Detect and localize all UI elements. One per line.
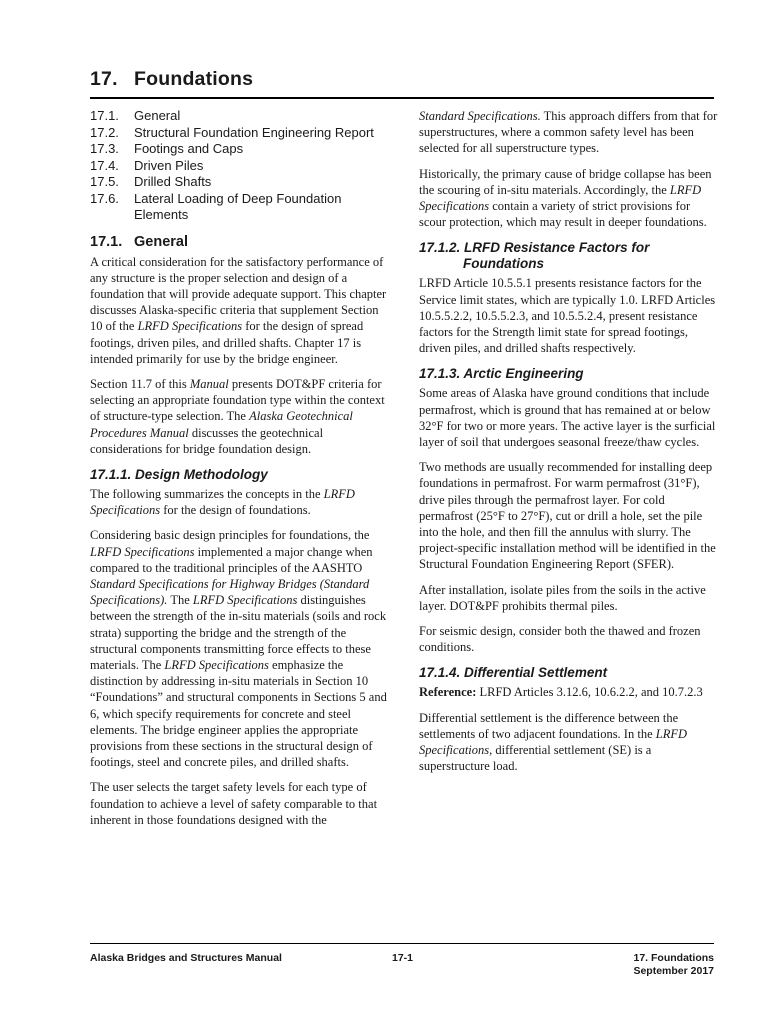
table-of-contents — [90, 108, 393, 224]
subsection-heading-differential-settlement: 17.1.4. Differential Settlement — [419, 665, 608, 681]
left-column — [90, 108, 393, 837]
subsection-heading-design-methodology: 17.1.1. Design Methodology — [90, 466, 268, 482]
chapter-number: 17. — [90, 68, 118, 90]
paragraph: Historically, the primary cause of bridge collapse has been the scouring of in-situ materials. Accordingly, the LRFD Specifications contain a variety of strict provisions for scour protection, which may result in deeper foundations. — [419, 166, 712, 230]
paragraph: After installation, isolate piles from the soils in the active layer. DOT&PF prohibits thermal piles. — [419, 582, 706, 613]
paragraph: Standard Specifications. This approach differs from that for superstructures, where a common safety level has been selected for all superstructure types. — [419, 109, 718, 156]
toc-item[interactable]: 17.1. General — [90, 108, 181, 123]
footer-date: September 2017 — [633, 965, 714, 977]
footer-chapter: 17. Foundations — [633, 952, 714, 964]
paragraph: Differential settlement is the difference between the settlements of two adjacent foundations. In the LRFD Specifications, differential settlement (SE) is a superstructure load. — [419, 710, 687, 774]
chapter-title — [90, 68, 253, 91]
subsection-heading-lrfd-resistance: 17.1.2. LRFD Resistance Factors for Foundations — [419, 240, 650, 272]
toc-item[interactable]: 17.2. Structural Foundation Engineering Report — [90, 124, 374, 140]
footer-manual-title: Alaska Bridges and Structures Manual — [90, 952, 282, 964]
toc-item[interactable]: 17.4. Driven Piles — [90, 157, 204, 173]
footer-rule — [90, 943, 714, 944]
section-heading-general: 17.1. General — [90, 233, 188, 250]
subsection-heading-arctic-engineering: 17.1.3. Arctic Engineering — [419, 366, 584, 382]
paragraph: Some areas of Alaska have ground conditions that include permafrost, which is ground that has remained at or below 32°F for two or more years. The active layer is the surficial layer of soil that undergoes seasonal freeze/thaw cycles. — [419, 386, 716, 450]
chapter-name: Foundations — [134, 68, 254, 90]
toc-item[interactable]: 17.3. Footings and Caps — [90, 141, 244, 156]
footer-page-number: 17-1 — [392, 952, 414, 964]
paragraph: Section 11.7 of this Manual presents DOT&PF criteria for selecting an appropriate foundation type within the context of structure-type selection. The Alaska Geotechnical Procedures Manual discusses the geotechnical considerations for bridge foundation design. — [90, 376, 385, 456]
paragraph: LRFD Article 10.5.5.1 presents resistance factors for the Service limit states, which are typically 1.0. LRFD Articles 10.5.5.2.2, 10.5.5.2.3, and 10.5.5.2.4, present resistance factors for the Strength limit state for spread footings, driven piles, and drilled shafts respectively. — [419, 276, 716, 356]
toc-item[interactable]: 17.5. Drilled Shafts — [90, 174, 212, 189]
footer-chapter-info — [633, 952, 714, 978]
paragraph: A critical consideration for the satisfactory performance of any structure is the proper selection and design of a foundation that will provide adequate support. This chapter discusses Alaska-specific criteria that supplement Section 10 of the LRFD Specifications for the design of spread footings, driven piles, and drilled shafts. Chapter 17 is intended primarily for use by the bridge engineer. — [90, 254, 387, 366]
toc-item[interactable]: 17.6. Lateral Loading of Deep Foundation Elements — [90, 190, 342, 222]
paragraph: Considering basic design principles for foundations, the LRFD Specifications implemented a major change when compared to the traditional principles of the AASHTO Standard Specifications for Highway Bridges (Standard Specifications). The LRFD Specifications distinguishes between the strength of the in-situ materials (soils and rock strata) supporting the bridge and the strength of the structural components transmitting force effects to these materials. The LRFD Specifications emphasize the distinction by addressing in-situ materials in Section 10 “Foundations” and structural components in Sections 5 and 6, which specify requirements for concrete and steel elements. The bridge engineer applies the appropriate provisions from these sections in the structural design of footings, steel and concrete piles, and drilled shafts. — [90, 528, 387, 770]
paragraph: Two methods are usually recommended for installing deep foundations in permafrost. For warm permafrost (31°F), drive piles through the permafrost layer. For cold permafrost (25°F to 27°F), cut or drill a hole, set the pile into the hole, and then fill the annulus with slurry. The project-specific installation method will be identified in the Structural Foundation Engineering Report (SFER). — [419, 460, 716, 572]
reference-paragraph: Reference: LRFD Articles 3.12.6, 10.6.2.2, and 10.7.2.3 — [419, 685, 703, 700]
paragraph: For seismic design, consider both the thawed and frozen conditions. — [419, 624, 701, 655]
right-column — [419, 108, 719, 784]
paragraph: The user selects the target safety levels for each type of foundation to achieve a level of safety comparable to that inherent in those foundations designed with the — [90, 780, 378, 827]
title-rule — [90, 97, 714, 99]
paragraph: The following summarizes the concepts in the LRFD Specifications for the design of foundations. — [90, 486, 355, 518]
